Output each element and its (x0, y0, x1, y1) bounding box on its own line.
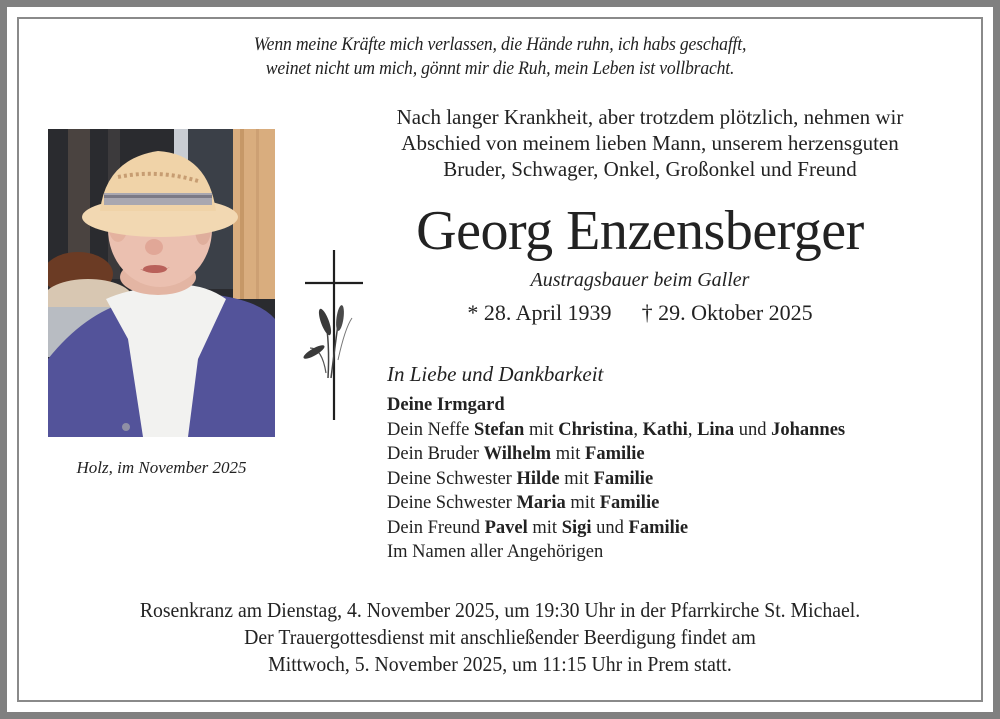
portrait-photo (48, 129, 275, 437)
mourner-name: Familie (599, 493, 660, 513)
photo-caption: Holz, im November 2025 (76, 458, 247, 477)
mourner-name: Wilhelm (483, 444, 552, 464)
mourner-lines (387, 393, 967, 565)
mourner-relation-text: und (734, 419, 772, 440)
funeral-info-line2: Mittwoch, 5. November 2025, um 11:15 Uhr in Prem statt. (268, 652, 732, 676)
mourner-name: Maria (516, 493, 566, 513)
mourner-relation-text: , (633, 419, 643, 440)
mourner-relation-text: Deine Schwester (387, 493, 517, 513)
mourner-relation-text: Dein Freund (387, 517, 485, 538)
life-dates (340, 299, 940, 327)
mourner-line (387, 393, 967, 418)
mourner-relation-text: Deine Schwester (387, 468, 517, 489)
mourner-relation-text: mit (551, 444, 586, 464)
mourner-relation-text: mit (565, 493, 600, 513)
mourner-line (387, 467, 967, 492)
deceased-name: Georg Enzensberger (416, 200, 864, 262)
intro-line: Abschied von meinem lieben Mann, unserem herzensguten (401, 131, 899, 155)
funeral-info-line1: Der Trauergottesdienst mit anschließender Beerdigung findet am (244, 625, 756, 649)
mourner-name: Deine Irmgard (387, 395, 505, 415)
mourner-relation-text: Dein Bruder (387, 444, 484, 464)
mourner-relation-text: mit (559, 468, 594, 489)
mourner-relation-text: Im Namen aller Angehörigen (387, 542, 604, 562)
mourner-name: Johannes (771, 419, 846, 440)
mourner-name: Familie (585, 444, 645, 464)
mourner-line (387, 442, 967, 467)
mourner-name: Familie (628, 517, 689, 538)
intro-line: Bruder, Schwager, Onkel, Großonkel und Freund (443, 157, 857, 181)
mourner-relation-text: Dein Neffe (387, 419, 474, 440)
birth-date: * 28. April 1939 (467, 300, 612, 325)
mourner-relation-text: und (591, 517, 629, 538)
mourner-relation-text: , (687, 419, 698, 440)
mourner-line (387, 418, 967, 443)
deceased-occupation: Austragsbauer beim Galler (530, 269, 750, 291)
mourner-relation-text: mit (524, 419, 559, 440)
mourner-line (387, 516, 967, 541)
motto-verse (0, 33, 1000, 81)
mourner-name: Hilde (516, 468, 560, 489)
service-details (0, 597, 1000, 678)
mourner-relation-text: mit (527, 517, 562, 538)
mourner-line (387, 540, 967, 565)
rosary-info: Rosenkranz am Dienstag, 4. November 2025, um 19:30 Uhr in der Pfarrkirche St. Michael. (139, 598, 861, 622)
mourner-name: Pavel (484, 517, 528, 538)
motto-line: Wenn meine Kräfte mich verlassen, die Hände ruhn, ich habs geschafft, (253, 34, 747, 55)
mourner-name: Christina (558, 419, 634, 440)
intro-line: Nach langer Krankheit, aber trotzdem plötzlich, nehmen wir (396, 105, 904, 129)
mourner-line (387, 491, 967, 516)
mourner-name: Lina (697, 419, 735, 440)
mourner-name: Kathi (642, 419, 688, 440)
motto-line: weinet nicht um mich, gönnt mir die Ruh, mein Leben ist vollbracht. (265, 58, 735, 79)
mourners-list (387, 361, 967, 565)
mourner-name: Familie (593, 468, 654, 489)
cross-with-wheat-icon (300, 248, 370, 423)
mourners-lead: In Liebe und Dankbarkeit (387, 362, 604, 386)
mourner-name: Stefan (473, 419, 525, 440)
death-date: † 29. Oktober 2025 (641, 300, 813, 325)
intro-text (340, 104, 960, 182)
mourner-name: Sigi (561, 517, 592, 538)
